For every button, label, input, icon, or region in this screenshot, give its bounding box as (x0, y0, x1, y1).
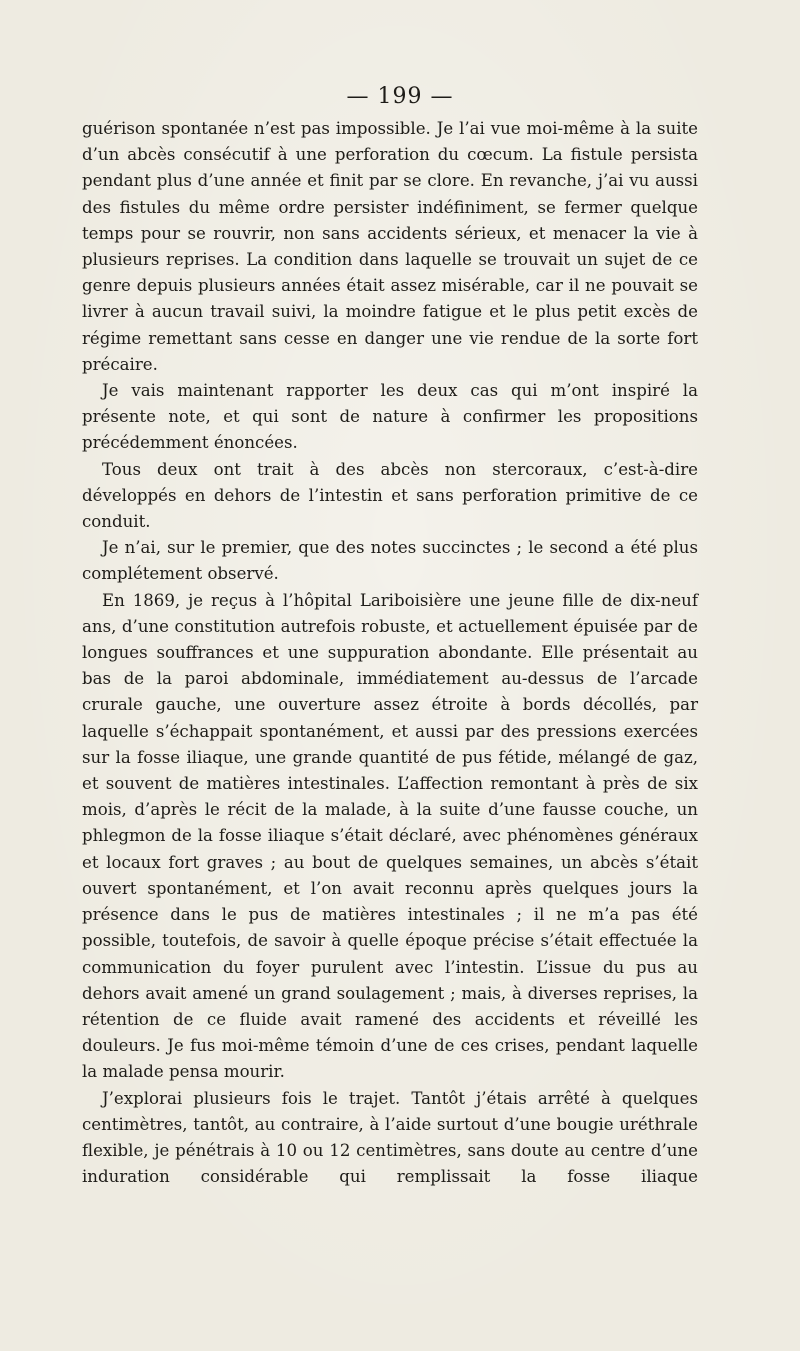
body-text (82, 116, 698, 1190)
paragraph-notes: Je n’ai, sur le premier, que des notes succinctes ; le second a été plus complétement observé. (82, 538, 698, 584)
paragraph-cases-intro: Je vais maintenant rapporter les deux cas qui m’ont inspiré la présente note, et qui sont de nature à confirmer les propositions précédemment énoncées. (82, 381, 698, 453)
paragraph-exploration: J’explorai plusieurs fois le trajet. Tantôt j’étais arrêté à quelques centimètres, tantôt, au contraire, à l’aide surtout d’une bougie uréthrale flexible, je pénétrais à 10 ou 12 centimètres, sans doute au centre d’une induration considérable qui remplissait la fosse iliaque (82, 1088, 698, 1187)
page-number: — 199 — (346, 84, 454, 109)
paragraph-abscess-type: Tous deux ont trait à des abcès non stercoraux, c’est-à-dire développés en dehors de l’intestin et sans perforation primitive de ce conduit. (82, 459, 698, 532)
paragraph-continuation: guérison spontanée n’est pas impossible. Je l’ai vue moi-même à la suite d’un abcès consécutif à une perforation du cœcum. La fistule persista pendant plus d’une année et finit par se clore. En revanche, j’ai vu aussi des fistules du même ordre persister indéfiniment, se fermer quelque temps pour se rouvrir, non sans accidents sérieux, et menacer la vie à plusieurs reprises. La condition dans laquelle se trouvait un sujet de ce genre depuis plusieurs années était assez misérable, car il ne pouvait se livrer à aucun travail suivi, la moindre fatigue et le plus petit excès de régime remettant sans cesse en danger une vie rendue de la sorte fort précaire. (82, 119, 698, 374)
paragraph-first-case: En 1869, je reçus à l’hôpital Lariboisière une jeune fille de dix-neuf ans, d’une constitution autrefois robuste, et actuellement épuisée par de longues souffrances et une suppuration abondante. Elle présentait au bas de la paroi abdominale, immédiatement au-dessus de l’arcade crurale gauche, une ouverture assez étroite à bords décollés, par laquelle s’échappait spontanément, et aussi par des pressions exercées sur la fosse iliaque, une grande quantité de pus fétide, mélangé de gaz, et souvent de matières intestinales. L’affection remontant à près de six mois, d’après le récit de la malade, à la suite d’une fausse couche, un phlegmon de la fosse iliaque s’était déclaré, avec phénomènes généraux et locaux fort graves ; au bout de quelques semaines, un abcès s’était ouvert spontanément, et l’on avait reconnu après quelques jours la présence dans le pus de matières intestinales ; il ne m’a pas été possible, toutefois, de savoir à quelle époque précise s’était effectuée la communication du foyer purulent avec l’intestin. L’issue du pus au dehors avait amené un grand soulagement ; mais, à diverses reprises, la rétention de ce fluide avait ramené des accidents et réveillé les douleurs. Je fus moi-même témoin d’une de ces crises, pendant laquelle la malade pensa mourir. (82, 590, 698, 1082)
